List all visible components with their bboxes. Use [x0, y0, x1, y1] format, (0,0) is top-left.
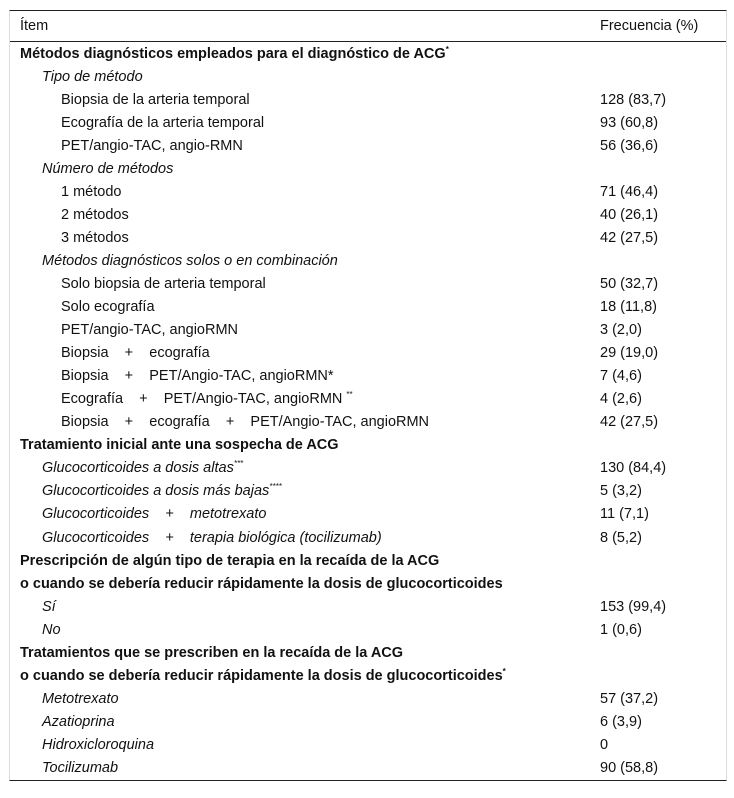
- row-label-text: Solo biopsia de arteria temporal: [61, 275, 266, 292]
- row-label-text: Tratamiento inicial ante una sospecha de ACG: [20, 437, 339, 454]
- row-label: [20, 437, 339, 453]
- row-label: [20, 553, 439, 569]
- header-item: Ítem: [20, 18, 49, 34]
- row-frequency: 42 (27,5): [600, 414, 659, 431]
- row-label-text: Número de métodos: [42, 160, 174, 177]
- row-label-text: Biopsia + PET/Angio-TAC, angioRMN*: [61, 368, 334, 385]
- row-frequency: 5 (3,2): [600, 483, 642, 500]
- row-label-text: PET/angio-TAC, angio-RMN: [61, 137, 243, 154]
- row-label: [61, 230, 129, 246]
- table-row: [10, 65, 726, 88]
- row-label-text: Glucocorticoides a dosis más bajas: [42, 483, 270, 500]
- row-frequency: 40 (26,1): [600, 206, 659, 223]
- row-frequency: 153 (99,4): [600, 598, 667, 615]
- table-row: [10, 710, 726, 733]
- row-label-text: Biopsia + ecografía + PET/Angio-TAC, angioRMN: [61, 414, 430, 431]
- row-label: [42, 599, 56, 615]
- row-label: [42, 69, 143, 85]
- row-label: [20, 576, 503, 592]
- row-label-text: Tocilizumab: [42, 759, 119, 776]
- table-row: [10, 226, 726, 249]
- section-row: [10, 572, 726, 595]
- row-label-text: Tipo de método: [42, 68, 143, 85]
- section-row: [10, 549, 726, 572]
- row-label-text: 3 métodos: [61, 229, 129, 246]
- table-row: [10, 756, 726, 779]
- row-label-text: No: [42, 621, 61, 638]
- row-label-text: Glucocorticoides + metotrexato: [42, 506, 267, 523]
- row-frequency: 93 (60,8): [600, 114, 659, 131]
- row-frequency: 8 (5,2): [600, 529, 642, 546]
- row-label: [61, 207, 129, 223]
- row-label-text: Hidroxicloroquina: [42, 736, 155, 753]
- row-frequency: 56 (36,6): [600, 137, 659, 154]
- row-label: [42, 506, 266, 522]
- row-label-text: Métodos diagnósticos solos o en combinación: [42, 252, 338, 269]
- row-frequency: 6 (3,9): [600, 713, 642, 730]
- row-label: [42, 483, 282, 499]
- table-row: [10, 296, 726, 319]
- row-label: [20, 645, 403, 661]
- row-frequency: 0: [600, 736, 609, 753]
- row-label: [61, 184, 121, 200]
- row-label: [20, 46, 449, 62]
- section-row: [10, 641, 726, 664]
- row-label: [61, 322, 238, 338]
- row-frequency: 11 (7,1): [600, 506, 649, 523]
- row-label-text: o cuando se debería reducir rápidamente la dosis de glucocorticoides: [20, 575, 503, 592]
- row-frequency: 42 (27,5): [600, 229, 659, 246]
- row-label: [42, 253, 338, 269]
- section-row: [10, 42, 726, 65]
- table-row: [10, 203, 726, 226]
- row-label: [61, 414, 429, 430]
- table-row: [10, 388, 726, 411]
- table-row: [10, 180, 726, 203]
- row-label: [61, 276, 266, 292]
- row-label-text: Glucocorticoides a dosis altas: [42, 460, 234, 477]
- row-label-text: PET/angio-TAC, angioRMN: [61, 322, 239, 339]
- row-label: [42, 161, 173, 177]
- row-label: [61, 115, 264, 131]
- table-row: [10, 480, 726, 503]
- table-row: [10, 249, 726, 272]
- table-row: [10, 88, 726, 111]
- table-row: [10, 319, 726, 342]
- table-row: [10, 457, 726, 480]
- row-label: [42, 622, 61, 638]
- row-label: [42, 460, 243, 476]
- table-row: [10, 342, 726, 365]
- row-frequency: 3 (2,0): [600, 322, 642, 339]
- table-header: [10, 11, 726, 42]
- row-frequency: 130 (84,4): [600, 460, 667, 477]
- footnote-marker: *: [502, 666, 506, 676]
- row-label: [61, 345, 210, 361]
- row-label-text: Biopsia de la arteria temporal: [61, 91, 250, 108]
- row-label-text: Sí: [42, 598, 56, 615]
- section-row: [10, 434, 726, 457]
- row-label-text: Tratamientos que se prescriben en la recaída de la ACG: [20, 644, 404, 661]
- section-row: [10, 664, 726, 687]
- row-frequency: 128 (83,7): [600, 91, 667, 108]
- footnote-marker: **: [346, 390, 353, 400]
- row-label-text: Biopsia + ecografía: [61, 345, 210, 362]
- row-frequency: 18 (11,8): [600, 299, 657, 316]
- table-row: [10, 503, 726, 526]
- row-label: [61, 138, 243, 154]
- row-frequency: 90 (58,8): [600, 759, 659, 776]
- table-row: [10, 111, 726, 134]
- row-frequency: 57 (37,2): [600, 690, 659, 707]
- table-row: [10, 733, 726, 756]
- footnote-marker: ****: [269, 482, 282, 492]
- row-label-text: Glucocorticoides + terapia biológica (tocilizumab): [42, 529, 382, 546]
- row-label: [61, 391, 353, 407]
- row-label-text: Azatioprina: [42, 713, 115, 730]
- table-body: [10, 42, 726, 780]
- row-label-text: Ecografía + PET/Angio-TAC, angioRMN: [61, 391, 347, 408]
- row-label: [20, 668, 506, 684]
- table-row: [10, 526, 726, 549]
- table-row: [10, 134, 726, 157]
- table-row: [10, 411, 726, 434]
- footnote-marker: ***: [233, 459, 244, 469]
- row-label-text: o cuando se debería reducir rápidamente la dosis de glucocorticoides: [20, 667, 503, 684]
- row-label-text: Métodos diagnósticos empleados para el diagnóstico de ACG: [20, 45, 446, 62]
- table-row: [10, 365, 726, 388]
- table-row: [10, 157, 726, 180]
- row-label: [42, 737, 154, 753]
- row-label-text: Metotrexato: [42, 690, 119, 707]
- row-label: [61, 368, 334, 384]
- row-frequency: 71 (46,4): [600, 183, 659, 200]
- frequency-table: [9, 10, 727, 781]
- row-label-text: Solo ecografía: [61, 299, 155, 316]
- row-label-text: 1 método: [61, 183, 122, 200]
- row-label: [61, 299, 155, 315]
- row-label: [42, 691, 119, 707]
- row-label: [61, 92, 250, 108]
- row-frequency: 29 (19,0): [600, 345, 659, 362]
- row-label: [42, 760, 118, 776]
- row-frequency: 1 (0,6): [600, 621, 642, 638]
- table-row: [10, 618, 726, 641]
- table-row: [10, 595, 726, 618]
- row-label: [42, 714, 115, 730]
- header-frequency: Frecuencia (%): [600, 18, 699, 34]
- row-frequency: 50 (32,7): [600, 275, 659, 292]
- row-label-text: Ecografía de la arteria temporal: [61, 114, 265, 131]
- table-row: [10, 687, 726, 710]
- row-frequency: 4 (2,6): [600, 391, 642, 408]
- row-frequency: 7 (4,6): [600, 368, 642, 385]
- table-row: [10, 272, 726, 295]
- row-label-text: Prescripción de algún tipo de terapia en la recaída de la ACG: [20, 552, 440, 569]
- row-label: [42, 530, 382, 546]
- row-label-text: 2 métodos: [61, 206, 129, 223]
- footnote-marker: *: [445, 44, 449, 54]
